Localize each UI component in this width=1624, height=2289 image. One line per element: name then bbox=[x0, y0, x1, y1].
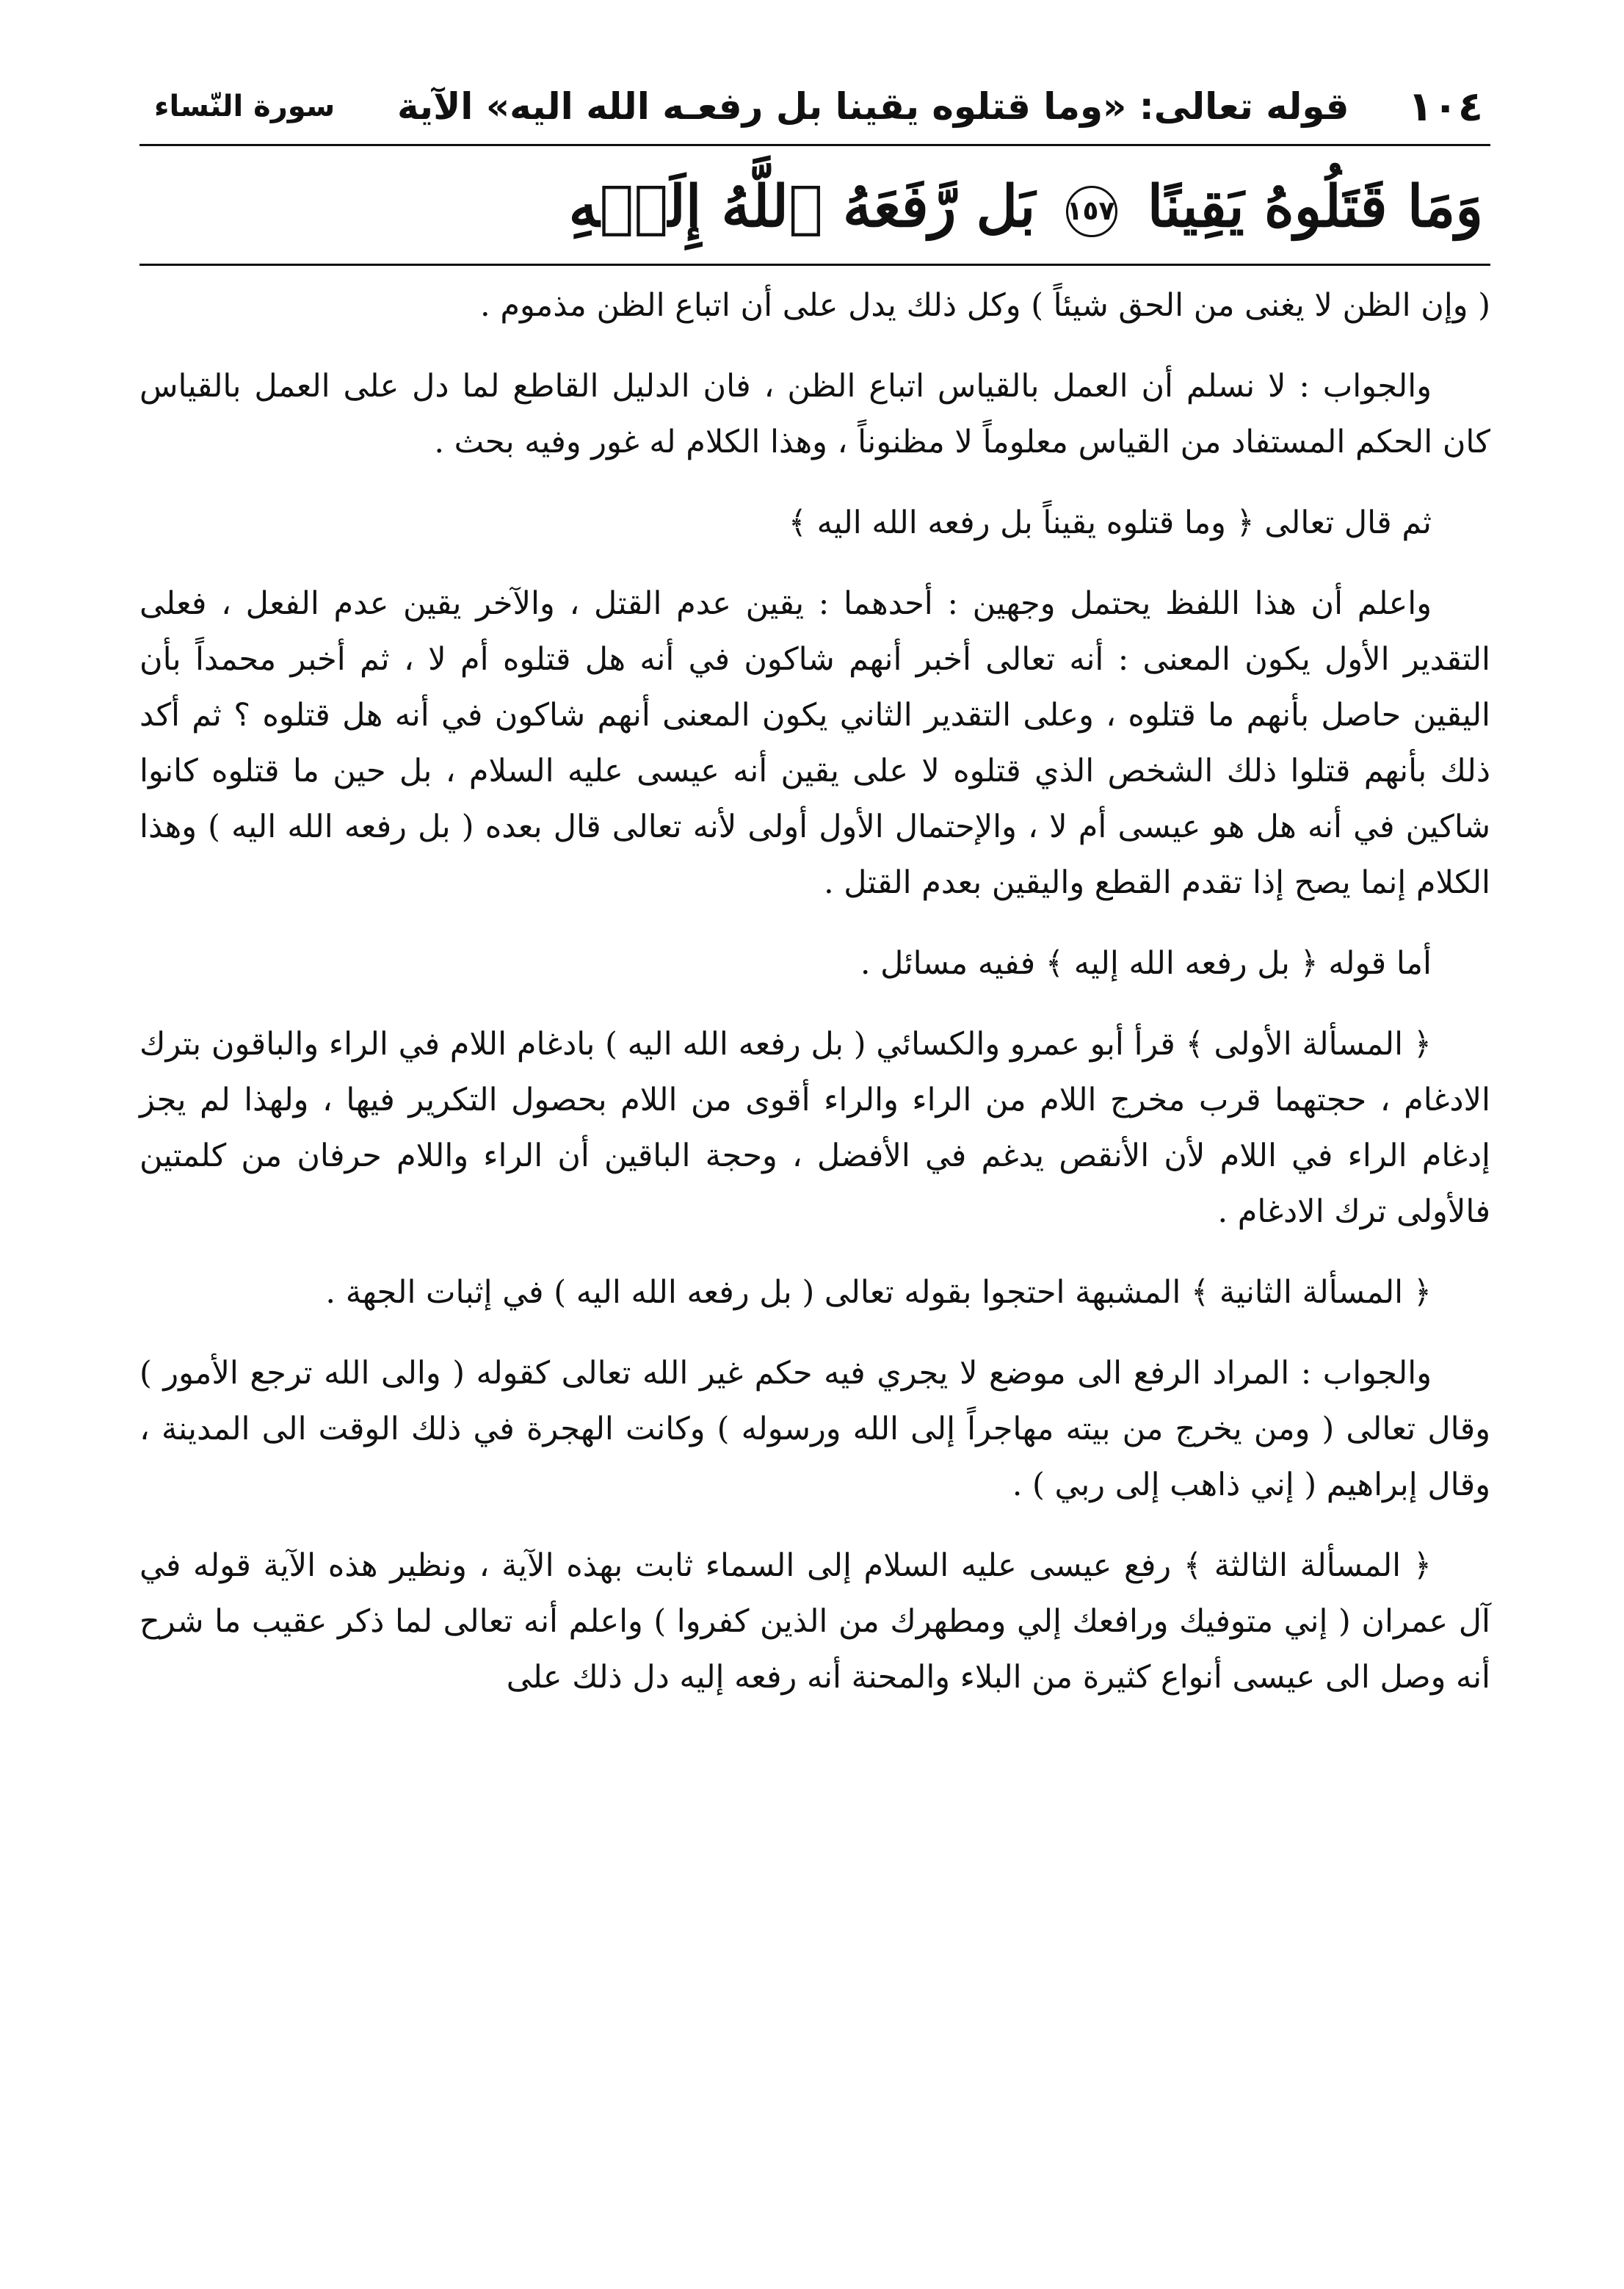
book-page bbox=[139, 73, 1490, 2262]
verse-part-1: وَمَا قَتَلُوهُ يَقِينًا bbox=[1147, 173, 1483, 240]
quran-verse bbox=[139, 146, 1490, 264]
page-number: ١٠٤ bbox=[1407, 82, 1483, 131]
paragraph: ﴿ المسألة الثانية ﴾ المشبهة احتجوا بقوله تعالى ( بل رفعه الله اليه ) في إثبات الجهة . bbox=[325, 1273, 1432, 1311]
paragraph: واعلم أن هذا اللفظ يحتمل وجهين : أحدهما : يقين عدم القتل ، والآخر يقين عدم الفعل ، فعلى التقدير الأول يكون المعنى : أنه تعالى أخبر أنهم شاكون في أنه هل قتلوه أم لا ، ثم أخبر محمداً بأن اليقين حاصل بأنهم ما قتلوه ، وعلى التقدير الثاني يكون المعنى أنهم شاكون في أنه هل قتلوه ؟ ثم أكد ذلك بأنهم قتلوا ذلك الشخص الذي قتلوه لا على يقين أنه عيسى عليه السلام ، بل حين ما قتلوه كانوا شاكين في أنه هل هو عيسى أم لا ، والإحتمال الأول أولى لأنه تعالى قال بعده ( بل رفعه الله اليه ) وهذا الكلام إنما يصح إذا تقدم القطع واليقين بعدم القتل . bbox=[139, 585, 1490, 901]
ayah-number-marker: ١٥٧ bbox=[1066, 186, 1117, 237]
paragraph: ( وإن الظن لا يغنى من الحق شيئاً ) وكل ذلك يدل على أن اتباع الظن مذموم . bbox=[480, 286, 1490, 324]
sura-name: سورة النّساء bbox=[154, 90, 336, 123]
verse-part-2: بَل رَّفَعَهُ ٱللَّهُ إِلَيۡهِ bbox=[568, 173, 1036, 240]
running-head: قوله تعالى: «وما قتلوه يقينا بل رفعـه الله اليه» الآية bbox=[396, 85, 1349, 128]
paragraph: ثم قال تعالى ﴿ وما قتلوه يقيناً بل رفعه الله اليه ﴾ bbox=[788, 504, 1432, 541]
paragraph: والجواب : المراد الرفع الى موضع لا يجري فيه حكم غير الله تعالى كقوله ( والى الله ترجع الأمور ) وقال تعالى ( ومن يخرج من بيته مهاجراً إلى الله ورسوله ) وكانت الهجرة في ذلك الوقت الى المدينة ، وقال إبراهيم ( إني ذاهب إلى ربي ) . bbox=[139, 1354, 1490, 1503]
paragraph: ﴿ المسألة الأولى ﴾ قرأ أبو عمرو والكسائي ( بل رفعه الله اليه ) بادغام اللام في الراء والباقون بترك الادغام ، حجتهما قرب مخرج اللام من الراء والراء أقوى من اللام بحصول التكرير فيها ، ولهذا لم يجز إدغام الراء في اللام لأن الأنقص يدغم في الأفضل ، وحجة الباقين أن الراء واللام حرفان من كلمتين فالأولى ترك الادغام . bbox=[139, 1025, 1490, 1230]
paragraph: ﴿ المسألة الثالثة ﴾ رفع عيسى عليه السلام إلى السماء ثابت بهذه الآية ، ونظير هذه الآية قوله في آل عمران ( إني متوفيك ورافعك إلي ومطهرك من الذين كفروا ) واعلم أنه تعالى لما ذكر عقيب ما شرح أنه وصل الى عيسى أنواع كثيرة من البلاء والمحنة أنه رفعه إليه دل ذلك على bbox=[139, 1547, 1490, 1696]
commentary-body bbox=[139, 266, 1490, 1705]
paragraph: والجواب : لا نسلم أن العمل بالقياس اتباع الظن ، فان الدليل القاطع لما دل على العمل بالقياس كان الحكم المستفاد من القياس معلوماً لا مظنوناً ، وهذا الكلام له غور وفيه بحث . bbox=[139, 367, 1490, 460]
page-header bbox=[139, 73, 1490, 140]
paragraph: أما قوله ﴿ بل رفعه الله إليه ﴾ ففيه مسائل . bbox=[860, 944, 1432, 982]
